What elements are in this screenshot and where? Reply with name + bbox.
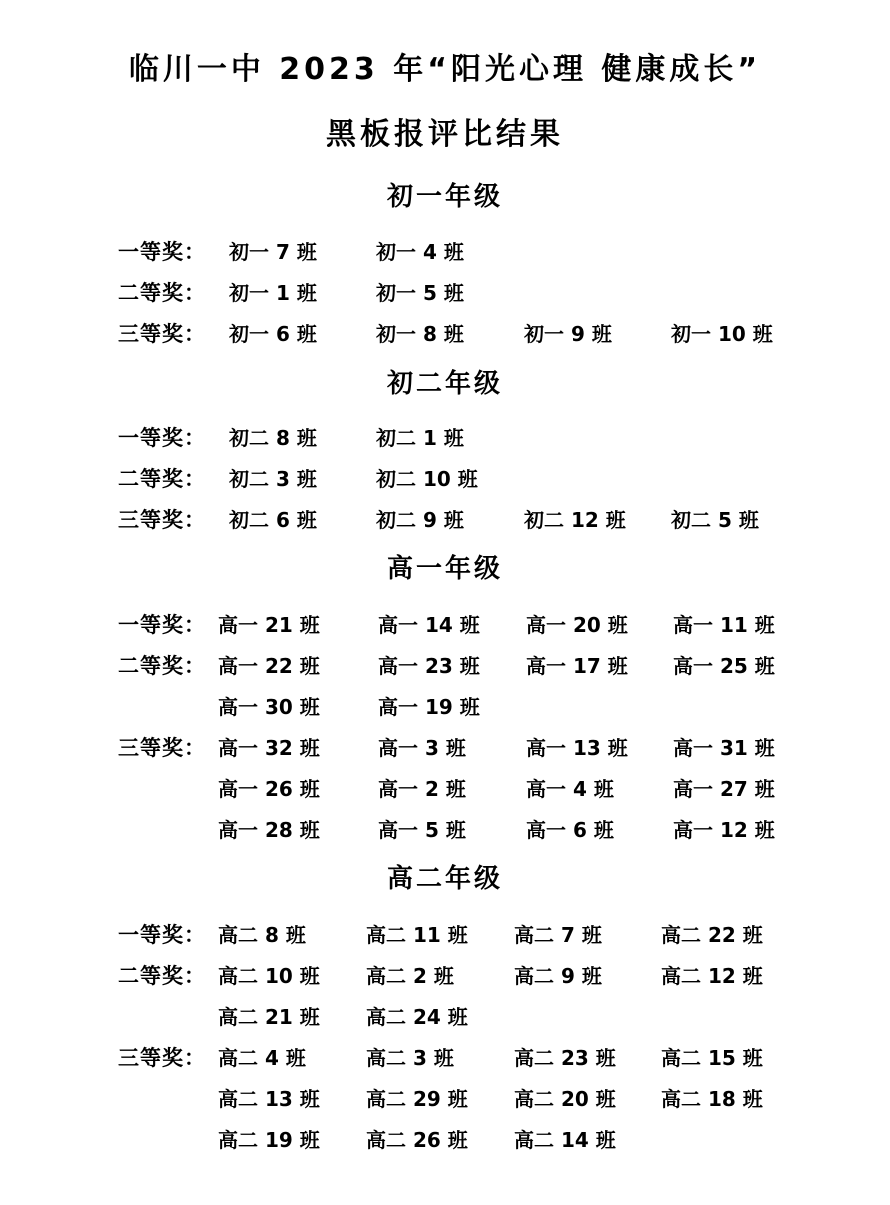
- award-row: [118, 693, 858, 721]
- class-name: 高一 5 班: [378, 818, 466, 842]
- class-name: 高一 26 班: [218, 777, 320, 801]
- class-name: 高一 25 班: [673, 654, 775, 678]
- award-row: [118, 652, 858, 680]
- class-name: 高二 9 班: [514, 964, 602, 988]
- award-row: [118, 962, 858, 990]
- award-label: 一等奖：: [118, 426, 206, 450]
- class-name: 高一 31 班: [673, 736, 775, 760]
- class-name: 高一 19 班: [378, 695, 480, 719]
- award-label: 三等奖：: [118, 322, 206, 346]
- class-name: 高二 29 班: [366, 1087, 468, 1111]
- class-name: 高一 12 班: [673, 818, 775, 842]
- class-name: 初一 9 班: [524, 322, 612, 346]
- class-name: 高一 2 班: [378, 777, 466, 801]
- award-label: 三等奖：: [118, 736, 206, 760]
- award-row: [118, 611, 858, 639]
- class-name: 初二 3 班: [229, 467, 317, 491]
- award-row: [118, 816, 858, 844]
- award-row: [118, 734, 858, 762]
- class-name: 高二 4 班: [218, 1046, 306, 1070]
- grade-heading: 初二年级: [386, 369, 503, 399]
- class-name: 高一 11 班: [673, 613, 775, 637]
- award-label: 一等奖：: [118, 240, 206, 264]
- document-subtitle: 黑板报评比结果: [326, 117, 564, 152]
- class-name: 初一 7 班: [229, 240, 317, 264]
- award-label: 一等奖：: [118, 923, 206, 947]
- class-name: 初一 10 班: [671, 322, 773, 346]
- class-name: 高二 2 班: [366, 964, 454, 988]
- class-name: 高二 18 班: [661, 1087, 763, 1111]
- class-name: 初一 4 班: [376, 240, 464, 264]
- class-name: 初一 8 班: [376, 322, 464, 346]
- class-name: 高二 3 班: [366, 1046, 454, 1070]
- class-name: 高二 14 班: [514, 1128, 616, 1152]
- class-name: 高一 32 班: [218, 736, 320, 760]
- class-name: 初二 1 班: [376, 426, 464, 450]
- class-name: 初一 1 班: [229, 281, 317, 305]
- award-label: 一等奖：: [118, 613, 206, 637]
- award-label: 二等奖：: [118, 467, 206, 491]
- class-name: 初一 5 班: [376, 281, 464, 305]
- class-name: 高二 15 班: [661, 1046, 763, 1070]
- award-label: 二等奖：: [118, 654, 206, 678]
- class-name: 高一 28 班: [218, 818, 320, 842]
- class-name: 高二 26 班: [366, 1128, 468, 1152]
- award-row: [118, 424, 858, 452]
- class-name: 高二 22 班: [661, 923, 763, 947]
- class-name: 高一 3 班: [378, 736, 466, 760]
- award-label: 三等奖：: [118, 1046, 206, 1070]
- class-name: 初二 9 班: [376, 508, 464, 532]
- class-name: 高一 27 班: [673, 777, 775, 801]
- class-name: 高二 20 班: [514, 1087, 616, 1111]
- class-name: 高一 14 班: [378, 613, 480, 637]
- class-name: 高二 21 班: [218, 1005, 320, 1029]
- award-row: [118, 775, 858, 803]
- class-name: 初二 6 班: [229, 508, 317, 532]
- class-name: 初二 5 班: [671, 508, 759, 532]
- award-label: 二等奖：: [118, 281, 206, 305]
- class-name: 初二 8 班: [229, 426, 317, 450]
- class-name: 高二 10 班: [218, 964, 320, 988]
- award-row: [118, 921, 858, 949]
- award-row: [118, 238, 858, 266]
- class-name: 高一 6 班: [526, 818, 614, 842]
- grade-heading: 高一年级: [386, 554, 503, 584]
- class-name: 高二 12 班: [661, 964, 763, 988]
- award-row: [118, 506, 858, 534]
- class-name: 高一 30 班: [218, 695, 320, 719]
- award-row: [118, 1085, 858, 1113]
- award-label: 二等奖：: [118, 964, 206, 988]
- award-label: 三等奖：: [118, 508, 206, 532]
- class-name: 高一 21 班: [218, 613, 320, 637]
- award-row: [118, 279, 858, 307]
- class-name: 高二 19 班: [218, 1128, 320, 1152]
- award-row: [118, 1044, 858, 1072]
- award-row: [118, 320, 858, 348]
- class-name: 高二 8 班: [218, 923, 306, 947]
- award-row: [118, 465, 858, 493]
- class-name: 初二 10 班: [376, 467, 478, 491]
- class-name: 初一 6 班: [229, 322, 317, 346]
- class-name: 高二 23 班: [514, 1046, 616, 1070]
- class-name: 高一 13 班: [526, 736, 628, 760]
- class-name: 高二 11 班: [366, 923, 468, 947]
- class-name: 高二 13 班: [218, 1087, 320, 1111]
- class-name: 高二 7 班: [514, 923, 602, 947]
- class-name: 高一 17 班: [526, 654, 628, 678]
- award-row: [118, 1126, 858, 1154]
- class-name: 初二 12 班: [524, 508, 626, 532]
- class-name: 高二 24 班: [366, 1005, 468, 1029]
- grade-heading: 初一年级: [386, 182, 503, 212]
- class-name: 高一 22 班: [218, 654, 320, 678]
- award-row: [118, 1003, 858, 1031]
- class-name: 高一 20 班: [526, 613, 628, 637]
- grade-heading: 高二年级: [386, 864, 503, 894]
- class-name: 高一 4 班: [526, 777, 614, 801]
- document-title: 临川一中 2023 年“阳光心理 健康成长”: [128, 52, 762, 87]
- class-name: 高一 23 班: [378, 654, 480, 678]
